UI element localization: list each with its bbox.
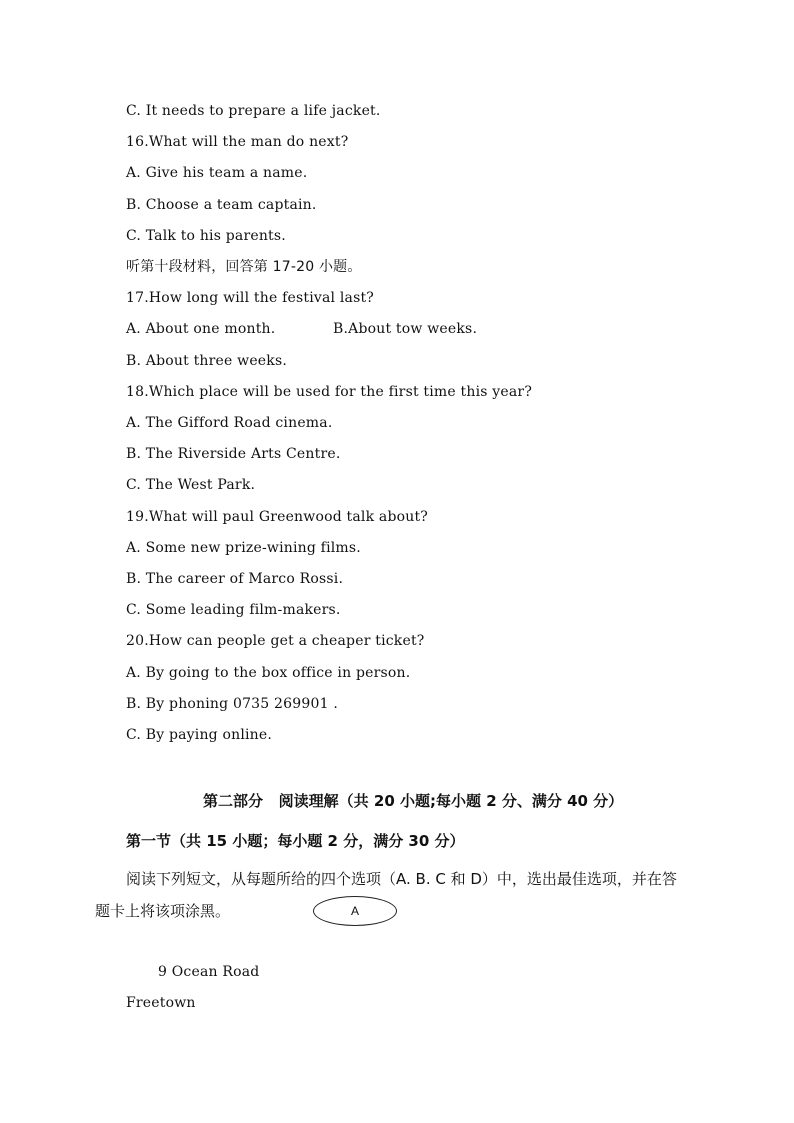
- q16-option-c: C. Talk to his parents.: [126, 228, 286, 244]
- section-intro: 听第十段材料，回答第 17-20 小题。: [126, 259, 362, 275]
- q18-question: 18.Which place will be used for the first time this year?: [126, 384, 533, 400]
- q18-option-b: B. The Riverside Arts Centre.: [126, 446, 341, 462]
- passage-label-oval: [313, 896, 397, 926]
- q16-option-b: B. Choose a team captain.: [126, 197, 317, 213]
- q19-question: 19.What will paul Greenwood talk about?: [126, 509, 428, 525]
- part-two-title: 第二部分 阅读理解（共 20 小题;每小题 2 分、满分 40 分）: [203, 792, 624, 810]
- q20-option-b: B. By phoning 0735 269901 .: [126, 696, 338, 712]
- q17-option-b-inline: B.About tow weeks.: [333, 321, 478, 337]
- q20-question: 20.How can people get a cheaper ticket?: [126, 633, 425, 649]
- instruction-line-1: 阅读下列短文，从每题所给的四个选项（A. B. C 和 D）中，选出最佳选项，并在答: [126, 870, 677, 888]
- section-one-title: 第一节（共 15 小题；每小题 2 分，满分 30 分）: [126, 832, 465, 850]
- q18-option-c: C. The West Park.: [126, 477, 256, 493]
- address-line-2: Freetown: [126, 995, 196, 1011]
- q17-option-b2: B. About three weeks.: [126, 353, 288, 369]
- instruction-line-2: 题卡上将该项涂黑。: [95, 902, 231, 920]
- q18-option-a: A. The Gifford Road cinema.: [126, 415, 333, 431]
- q16-option-a: A. Give his team a name.: [126, 165, 308, 181]
- q19-option-a: A. Some new prize-wining films.: [126, 540, 361, 556]
- q17-option-a: A. About one month.: [126, 321, 276, 337]
- q19-option-b: B. The career of Marco Rossi.: [126, 571, 344, 587]
- address-line-1: 9 Ocean Road: [158, 964, 260, 980]
- q17-question: 17.How long will the festival last?: [126, 290, 374, 306]
- q19-option-c: C. Some leading film-makers.: [126, 602, 341, 618]
- q16-question: 16.What will the man do next?: [126, 134, 349, 150]
- q20-option-a: A. By going to the box office in person.: [126, 665, 411, 681]
- q15-option-c: C. It needs to prepare a life jacket.: [126, 103, 381, 119]
- passage-label: A: [350, 904, 359, 918]
- q20-option-c: C. By paying online.: [126, 727, 273, 743]
